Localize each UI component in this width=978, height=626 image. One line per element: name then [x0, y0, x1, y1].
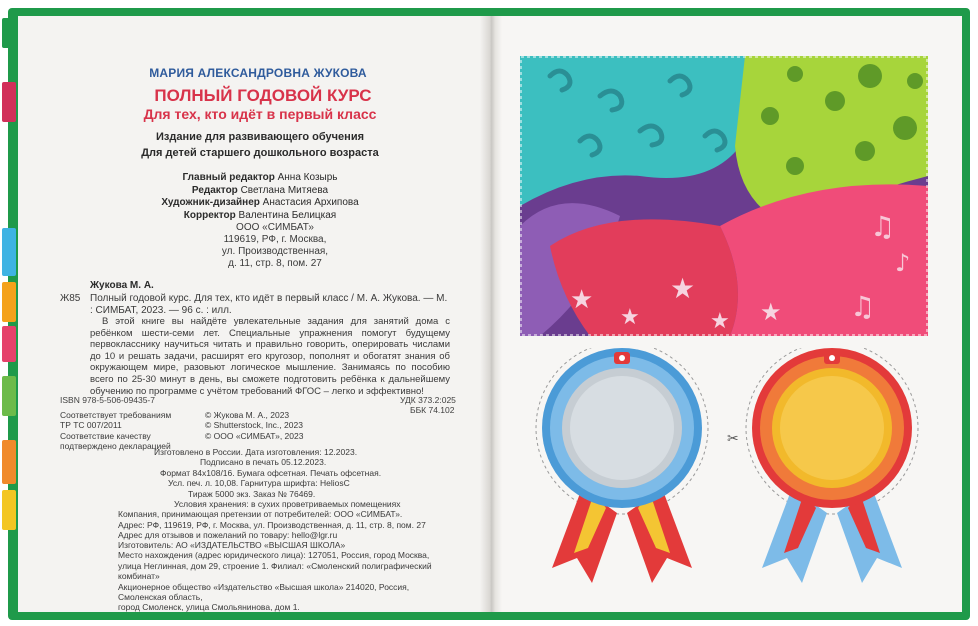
- manufacturer-block: Изготовитель: АО «ИЗДАТЕЛЬСТВО «ВЫСШАЯ ШКОЛА» Место нахождения (адрес юридического лица): 127051, Россия, город Москва, улица Неглинная, дом 29, строение 1. Филиал: «Смоленский полиграфический комбинат» Акционерное общество «Издательство «Высшая школа» 214020, Россия, Смоленская область, город Смоленск, улица Смольянинова, дом 1.: [118, 540, 432, 613]
- credit-row: Главный редактор Анна Козырь: [182, 172, 338, 183]
- edge-tab: [2, 326, 16, 362]
- edge-tab: [2, 82, 16, 122]
- svg-text:♫: ♫: [850, 290, 876, 323]
- book-spine: [480, 16, 502, 612]
- udk: УДК 373.2:025: [400, 395, 456, 405]
- svg-text:★: ★: [670, 272, 696, 305]
- edge-tab: [2, 440, 16, 484]
- copyright-block: © Жукова М. А., 2023 © Shutterstock, Inc., 2023 © ООО «СИМБАТ», 2023: [205, 410, 304, 441]
- cutout-artwork: [520, 56, 928, 336]
- publisher-address: ООО «СИМБАТ» 119619, РФ, г. Москва, ул. Производственная, д. 11, стр. 8, пом. 27: [221, 222, 329, 269]
- audience: Для детей старшего дошкольного возраста: [141, 147, 379, 159]
- svg-text:★: ★: [570, 285, 594, 315]
- edge-tab: [2, 282, 16, 322]
- compliance-block: Соответствует требованиям ТР ТС 007/2011 Соответствие качеству подтверждено декларацией: [60, 410, 172, 452]
- edge-tab: [2, 490, 16, 530]
- book-subtitle: Для тех, кто идёт в первый класс: [143, 106, 377, 122]
- gold-medal-icon: [746, 348, 918, 583]
- credit-row: Корректор Валентина Белицкая: [183, 209, 337, 221]
- medal-cutouts: [522, 348, 932, 584]
- svg-text:★: ★: [620, 305, 640, 330]
- catalog-code: Ж85: [60, 293, 81, 304]
- bbk: ББК 74.102: [410, 405, 455, 415]
- credit-row: Художник-дизайнер Анастасия Архипова: [161, 197, 359, 208]
- author-name: МАРИЯ АЛЕКСАНДРОВНА ЖУКОВА: [149, 66, 367, 80]
- isbn: ISBN 978-5-506-09435-7: [60, 395, 155, 405]
- edge-tab: [2, 376, 16, 416]
- book-title: ПОЛНЫЙ ГОДОВОЙ КУРС: [154, 86, 372, 105]
- credits-block: [110, 172, 410, 222]
- svg-text:♫: ♫: [870, 210, 896, 243]
- scissors-icon: ✂: [727, 431, 739, 447]
- credit-row: Редактор Светлана Митяева: [191, 184, 329, 196]
- edge-tab: [2, 228, 16, 276]
- catalog-entry: Полный годовой курс. Для тех, кто идёт в первый класс / М. А. Жукова. — М. : СИМБАТ, 2023. — 96 с. : илл.: [90, 293, 448, 316]
- svg-text:♪: ♪: [895, 249, 911, 277]
- edition-type: Издание для развивающего обучения: [155, 131, 365, 143]
- svg-text:★: ★: [710, 309, 730, 334]
- imprint-block: Изготовлено в России. Дата изготовления: 12.2023. Подписано в печать 05.12.2023. Формат 84х108/16. Бумага офсетная. Печать офсетная. Усл. печ. л. 10,08. Гарнитура шрифта: HeliosC Тираж 5000 экз. Заказ № 76469. Условия хранения: в сухих проветриваемых помещениях Компания, принимающая претензии от потребителей: ООО «СИМБАТ». Адрес: РФ, 119619, РФ, г. Москва, ул. Производственная, д. 11, стр. 8, пом. 27 Адрес для отзывов и пожеланий по товару: hello@lgr.ru: [118, 447, 426, 541]
- blob-illustration: [520, 56, 928, 336]
- edge-tab: [2, 18, 16, 48]
- book-description: В этой книге вы найдёте увлекательные задания для занятий дома с ребёнком шести-семи лет. Специальные упражнения помогут будущему первокласснику научиться читать и правильно говорить, оперировать числами до 10 и решать задачи, расширят его кругозор, пополнят и обогатят знания об окружающем мире, разовьют логическое мышление. Занимаясь по пособию всего по 25-30 минут в день, вы сможете подготовить ребёнка к дальнейшему обучению по программе с учётом требований ФГОС – легко и эффективно!: [90, 316, 450, 397]
- silver-medal-icon: [536, 348, 708, 583]
- svg-text:★: ★: [760, 298, 782, 326]
- catalog-author: Жукова М. А.: [90, 280, 154, 291]
